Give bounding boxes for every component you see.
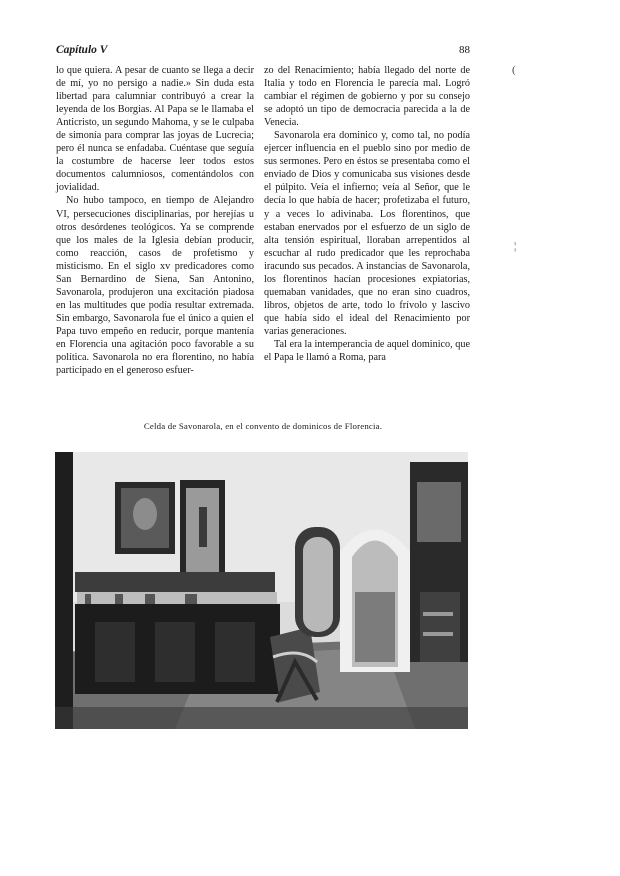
cell-photograph-image: [55, 452, 468, 729]
text-column-right: [264, 64, 470, 364]
page-header: [56, 44, 470, 60]
text-column-left: [56, 64, 254, 377]
paragraph: No hubo tampoco, en tiempo de Alejandro VI, persecuciones disciplinarias, por herejías u otros desórdenes teológicos. Ya se comprende que los males de la Iglesia debían producir, como reacción, casos de profetismo y misticismo. En el siglo xv predicadores como San Bernardino de Siena, San Antonino, Savonarola, produjeron una excitación piadosa en las multitudes que podía resultar extremada. Sin embargo, Savonarola fue el único a quien el Papa tuvo empeño en reducir, porque mantenía en Florencia una agitación poco favorable a su política. Savonarola no era florentino, no había participado en el generoso esfuer-: [56, 195, 254, 377]
chapter-label: Capítulo V: [56, 44, 108, 56]
paragraph: Savonarola era dominico y, como tal, no podía ejercer influencia en el pueblo sino por medio de sus sermones. Pero en éstos se presentaba como el enviado de Dios y comunicaba sus visiones desde el púlpito. Veía el infierno; veía al Señor, que le decía lo que había de hacer; profetizaba el futuro, y a veces lo adivinaba. Los florentinos, que estaban enervados por el esfuerzo de un siglo de alta tensión espiritual, lloraban arrepentidos al escuchar al rudo predicador que les reprochaba iracundo sus pecados. A instancias de Savonarola, los florentinos hacían procesiones expiatorias, quemaban vanidades, que no eran sino cuadros, libros, objetos de arte, todo lo frívolo y lascivo que había sido el ideal del Renacimiento por varias generaciones.: [264, 130, 470, 337]
page-number: 88: [459, 44, 470, 56]
margin-mark: (: [512, 64, 516, 76]
paragraph: zo del Renacimiento; había llegado del norte de Italia y todo en Florencia le parecía mal. Logró cambiar el régimen de gobierno y por su consejo se adoptó un tipo de democracia parecida a la de Venecia.: [264, 65, 470, 129]
margin-mark: ¦: [514, 240, 517, 252]
paragraph: lo que quiera. A pesar de cuanto se llega a decir de mí, yo no persigo a nadie.» Sin duda esta libertad para calumniar contribuyó a crear la leyenda de los Borgias. Al Papa se le llamaba el Anticristo, un segundo Mahoma, y se le culpaba de simonía para comprar las joyas de Lucrecia; pero él nunca se enfadaba. Cuéntase que seguía la costumbre de hacerse leer todos estos documentos calumniosos, comentándolos con jovialidad.: [56, 65, 254, 194]
photo-caption: Celda de Savonarola, en el convento de dominicos de Florencia.: [143, 421, 383, 431]
cell-photograph: [55, 452, 468, 729]
paragraph: Tal era la intemperancia de aquel dominico, que el Papa le llamó a Roma, para: [264, 338, 470, 364]
